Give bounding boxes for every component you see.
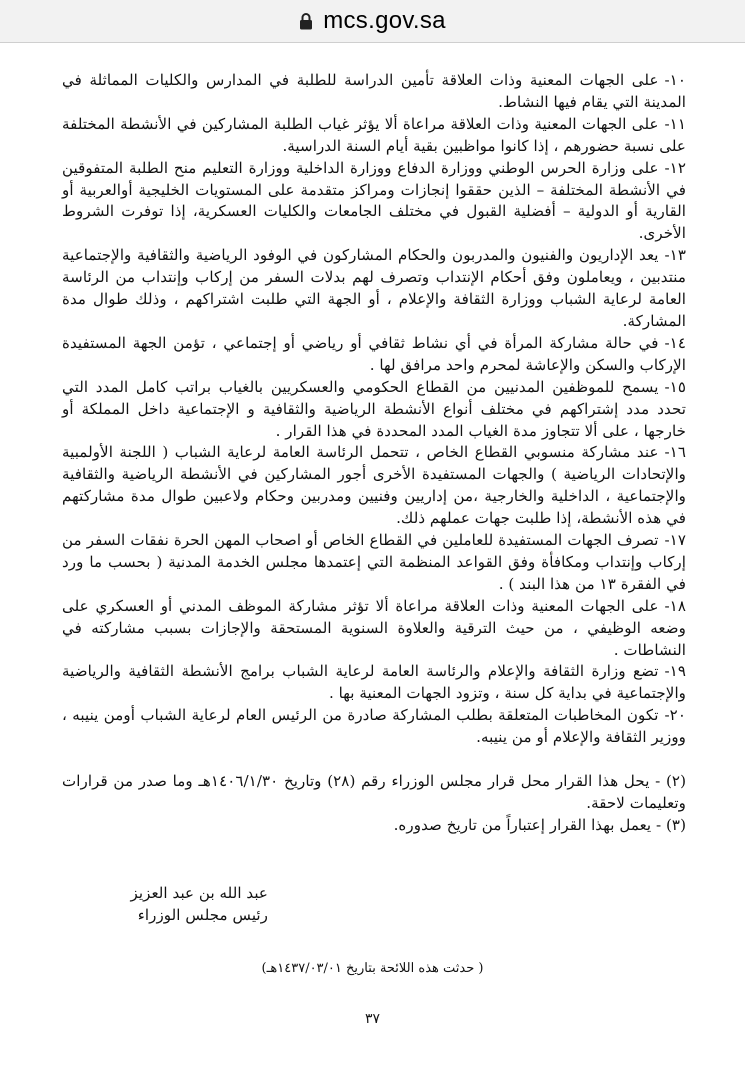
clause-text: يسمح للموظفين المدنيين من القطاع الحكومي والعسكريين بالغياب براتب كامل المدد التي تحدد مدد إشتراكهم في مختلف أنواع الأنشطة الرياضية والثقافية و الإجتماعية داخل المملكة أو خارجها ، على ألا تتجاوز مدة الغياب المدد المحددة في هذا القرار . [62, 377, 686, 440]
clause-number: ١٢- [664, 158, 686, 177]
clause-text: في حالة مشاركة المرأة في أي نشاط ثقافي أو رياضي أو إجتماعي ، تؤمن الجهة المستفيدة الإركاب والسكن والإعاشة لمحرم واحد مرافق لها . [62, 333, 686, 374]
clause-item [62, 377, 686, 443]
clause-item [62, 333, 686, 377]
clause-text: تصرف الجهات المستفيدة للعاملين في القطاع الخاص أو اصحاب المهن الحرة نفقات السفر من إركاب وإنتداب ومكافأة وفق القواعد المنظمة التي إعتمدها مجلس الخدمة المدنية ( بحسب ما ورد في الفقرة ١٣ من هذا البند ) . [62, 531, 686, 593]
clause-text: عند مشاركة منسوبي القطاع الخاص ، تتحمل الرئاسة العامة لرعاية الشباب ( اللجنة الأولمبية والإتحادات الرياضية ) والجهات المستفيدة الأخرى أجور المشاركين في الأنشطة الرياضية والثقافية والإجتماعية ، الداخلية والخارجية ،من إداريين وفنيين ومدربين وحكام ولاعبين طوال مدة مشاركتهم في هذه الأنشطة، إذا طلبت جهات عملهم ذلك. [62, 443, 686, 528]
resolution-number: (٣) [665, 815, 686, 834]
resolution-number: (٢) [665, 772, 687, 791]
clause-item [62, 245, 686, 333]
resolution-text: - يحل هذا القرار محل قرار مجلس الوزراء رقم (٢٨) وتاريخ ١٤٠٦/١/٣٠هـ وما صدر من قرارات وتعليمات لاحقة. [62, 772, 686, 812]
clause-text: تضع وزارة الثقافة والإعلام والرئاسة العامة لرعاية الشباب برامج الأنشطة الثقافية والرياضية والإجتماعية في بداية كل سنة ، وتزود الجهات المعنية بها . [62, 662, 686, 703]
clause-text: تكون المخاطبات المتعلقة بطلب المشاركة صادرة من الرئيس العام لرعاية الشباب أومن ينيبه ، ووزير الثقافة والإعلام أو من ينيبه. [62, 706, 686, 747]
resolution-list [62, 771, 686, 837]
clause-number: ١٣- [664, 246, 686, 265]
clause-item [62, 596, 686, 662]
clause-number: ١٦- [664, 443, 686, 462]
clause-text: على الجهات المعنية وذات العلاقة مراعاة ألا تؤثر مشاركة الموظف المدني أو العسكري على وضعه الوظيفي ، من حيث الترقية والعلاوة السنوية المستحقة والإجازات بسبب مشاركته في النشاطات . [62, 596, 686, 659]
signature-name: عبد الله بن عبد العزيز [130, 884, 268, 902]
signature-title: رئيس مجلس الوزراء [137, 906, 268, 924]
clause-item [62, 661, 686, 705]
clause-item [62, 705, 686, 749]
resolution-text: - يعمل بهذا القرار إعتباراً من تاريخ صدوره. [393, 815, 662, 834]
clause-number: ١٨- [664, 596, 686, 615]
lock-icon [299, 12, 313, 30]
clause-number: ٢٠- [664, 706, 686, 725]
clause-list [62, 70, 686, 749]
clause-text: على وزارة الحرس الوطني ووزارة الدفاع ووزارة الداخلية ووزارة التعليم منح الطلبة المتفوقين في الأنشطة المختلفة – الذين حققوا إنجازات ومراكز متقدمة على المستويات الخليجية أوالعربية أو القارية أو الدولية – أفضلية القبول في مختلف الجامعات والكليات العسكرية، إذا توفرت الشروط الأخرى. [62, 158, 686, 243]
clause-item [62, 114, 686, 158]
clause-text: على الجهات المعنية وذات العلاقة تأمين الدراسة للطلبة في المدارس والكليات المماثلة في المدينة التي يقام فيها النشاط. [62, 71, 686, 111]
clause-item [62, 158, 686, 246]
clause-number: ١٤- [664, 333, 686, 352]
clause-number: ١١- [664, 114, 686, 133]
document-body [62, 70, 686, 837]
clause-text: يعد الإداريون والفنيون والمدربون والحكام المشاركون في الوفود الرياضية والثقافية والإجتماعية منتدبين ، ويعاملون وفق أحكام الإنتداب وتصرف لهم بدلات السفر من إركاب وإنتداب من الرئاسة العامة لرعاية الشباب ووزارة الثقافة والإعلام ، أو الجهة التي طلبت اشتراكهم ، وذلك طوال مدة المشاركة. [62, 246, 686, 330]
signature-block [108, 882, 268, 926]
page-number: ٣٧ [364, 1011, 381, 1027]
clause-number: ١٥- [664, 377, 686, 396]
browser-address-bar[interactable] [0, 0, 745, 43]
resolution-item [62, 815, 686, 837]
clause-item [62, 530, 686, 596]
clause-item [62, 70, 686, 114]
url-host[interactable]: mcs.gov.sa [323, 7, 446, 34]
clause-number: ١٧- [664, 531, 686, 550]
update-footnote: ( حدثت هذه اللائحة بتاريخ ١٤٣٧/٠٣/٠١هـ) [261, 961, 484, 976]
resolution-item [62, 771, 686, 815]
clause-number: ١٠- [664, 71, 686, 89]
clause-text: على الجهات المعنية وذات العلاقة مراعاة ألا يؤثر غياب الطلبة المشاركين في الأنشطة المختلفة على نسبة حضورهم ، إذا كانوا مواظبين بقية أيام السنة الدراسية. [62, 114, 686, 155]
clause-item [62, 442, 686, 530]
clause-number: ١٩- [664, 662, 686, 681]
